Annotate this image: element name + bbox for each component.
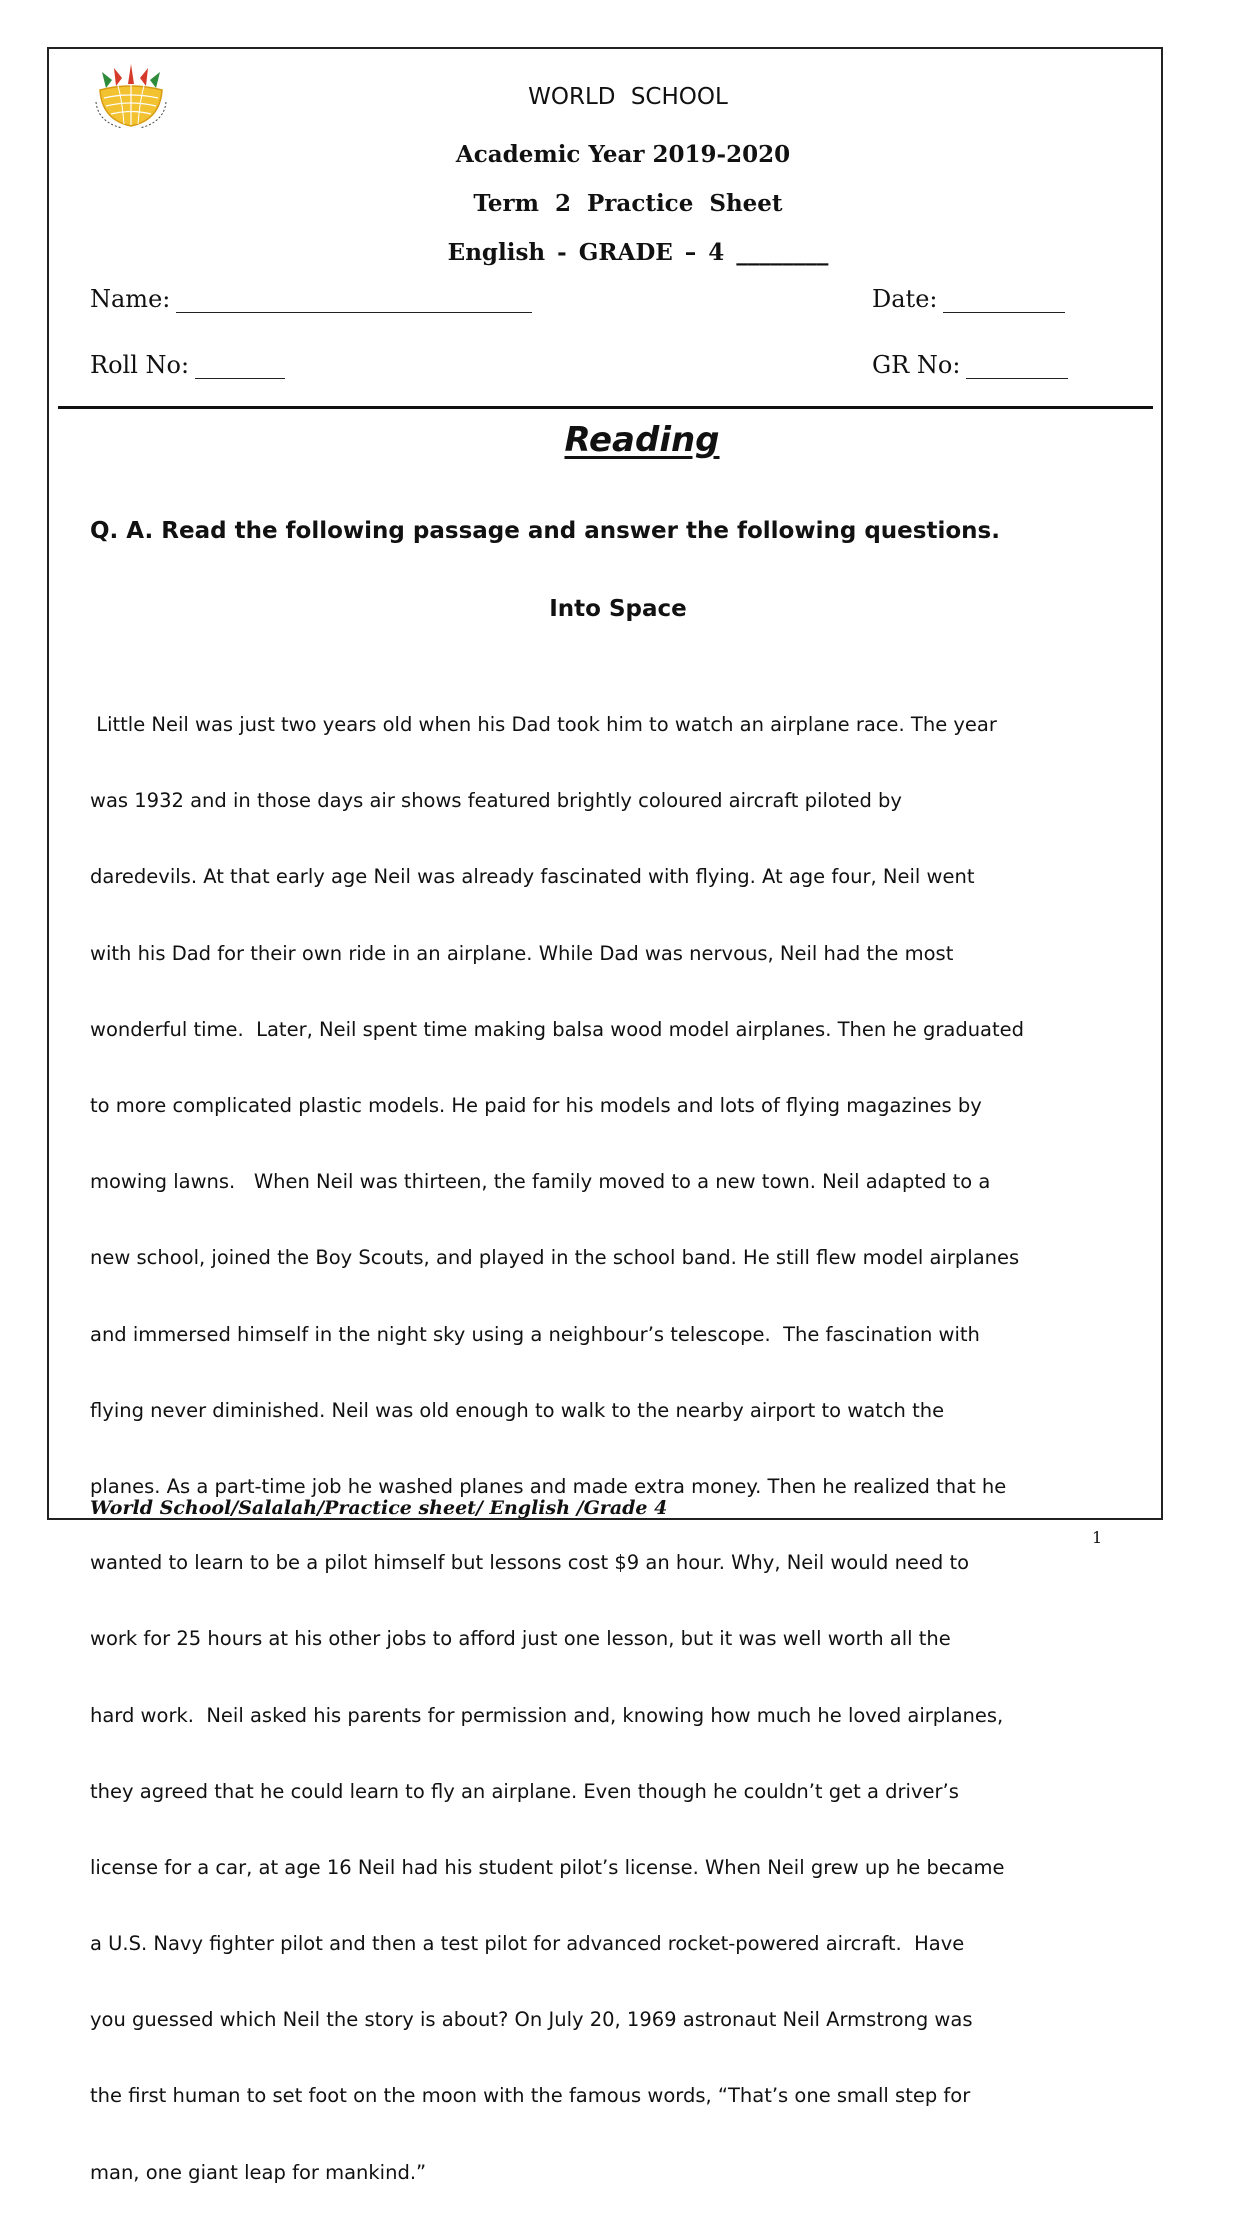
passage-line: Little Neil was just two years old when his Dad took him to watch an airplane race. The year — [90, 713, 997, 737]
passage-line: license for a car, at age 16 Neil had his student pilot’s license. When Neil grew up he became — [90, 1855, 1005, 1879]
date-blank[interactable] — [943, 288, 1065, 313]
roll-blank[interactable] — [195, 354, 285, 379]
passage-line: mowing lawns. When Neil was thirteen, the family moved to a new town. Neil adapted to a — [90, 1170, 991, 1194]
section-title: Reading — [564, 420, 720, 460]
question-heading: Q. A. Read the following passage and answer the following questions. — [90, 518, 1000, 544]
passage-line: man, one giant leap for mankind.” — [90, 2160, 427, 2184]
subject-grade: English - GRADE – 4 ________ — [447, 239, 829, 266]
passage-line: daredevils. At that early age Neil was already fascinated with flying. At age four, Neil went — [90, 865, 975, 889]
header-divider — [58, 406, 1153, 409]
passage-line: wanted to learn to be a pilot himself but lessons cost $9 an hour. Why, Neil would need to — [90, 1551, 970, 1575]
name-blank[interactable] — [176, 288, 532, 313]
passage-line: the first human to set foot on the moon with the famous words, “That’s one small step for — [90, 2084, 971, 2108]
passage-title: Into Space — [549, 596, 687, 622]
page-number: 1 — [1092, 1528, 1103, 1547]
name-field[interactable] — [90, 285, 532, 313]
gr-field[interactable] — [872, 351, 1068, 379]
passage-line: work for 25 hours at his other jobs to afford just one lesson, but it was well worth all the — [90, 1627, 951, 1651]
roll-label: Roll No: — [90, 351, 190, 379]
passage-line: and immersed himself in the night sky using a neighbour’s telescope. The fascination with — [90, 1322, 980, 1346]
school-name: WORLD SCHOOL — [528, 84, 728, 110]
term-title: Term 2 Practice Sheet — [473, 190, 783, 217]
passage-line: to more complicated plastic models. He paid for his models and lots of flying magazines by — [90, 1094, 982, 1118]
roll-field[interactable] — [90, 351, 285, 379]
date-field[interactable] — [872, 285, 1065, 313]
gr-label: GR No: — [872, 351, 961, 379]
passage-line: planes. As a part-time job he washed planes and made extra money. Then he realized that he — [90, 1474, 1007, 1498]
date-label: Date: — [872, 285, 938, 313]
passage-line: wonderful time. Later, Neil spent time making balsa wood model airplanes. Then he graduated — [90, 1017, 1025, 1041]
passage-line: flying never diminished. Neil was old enough to walk to the nearby airport to watch the — [90, 1398, 945, 1422]
passage-line: was 1932 and in those days air shows featured brightly coloured aircraft piloted by — [90, 789, 902, 813]
passage-line: new school, joined the Boy Scouts, and played in the school band. He still flew model airplanes — [90, 1246, 1020, 1270]
name-label: Name: — [90, 285, 171, 313]
gr-blank[interactable] — [966, 354, 1068, 379]
passage-line: with his Dad for their own ride in an airplane. While Dad was nervous, Neil had the most — [90, 941, 954, 965]
footer-text: World School/Salalah/Practice sheet/ English /Grade 4 — [90, 1497, 668, 1519]
passage-text — [90, 668, 1140, 2230]
passage-line: you guessed which Neil the story is about? On July 20, 1969 astronaut Neil Armstrong was — [90, 2008, 973, 2032]
academic-year: Academic Year 2019-2020 — [455, 141, 791, 168]
passage-line: hard work. Neil asked his parents for permission and, knowing how much he loved airplanes, — [90, 1703, 1004, 1727]
passage-line: a U.S. Navy fighter pilot and then a test pilot for advanced rocket-powered aircraft. Have — [90, 1932, 965, 1956]
passage-line: they agreed that he could learn to fly an airplane. Even though he couldn’t get a driver’s — [90, 1779, 959, 1803]
